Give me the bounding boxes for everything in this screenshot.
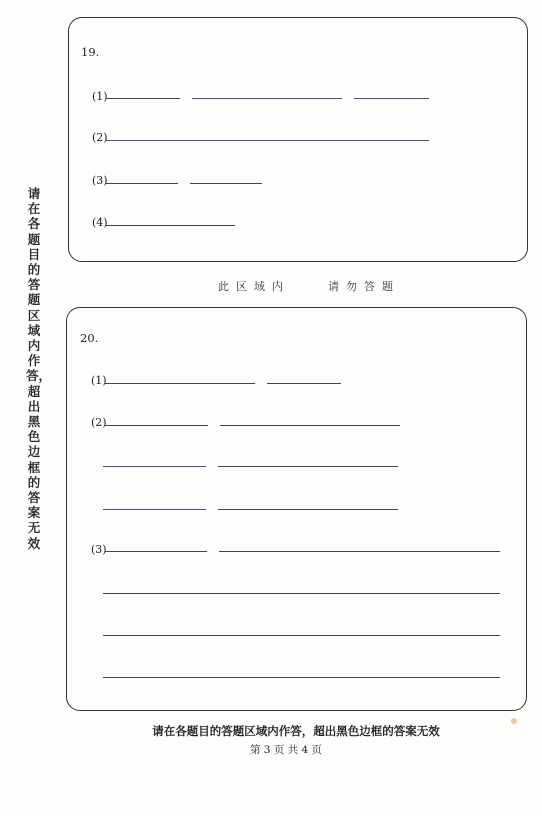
q20-part-3-blank-1a[interactable] <box>105 551 207 552</box>
page-number: 第 3 页 共 4 页 <box>249 744 323 756</box>
q19-part-2-blank[interactable] <box>106 140 429 141</box>
no-answer-left-text: 此区域内 <box>218 280 290 293</box>
q19-part-2-label: (2) <box>92 131 108 144</box>
q20-part-2-blank-2a[interactable] <box>103 466 206 467</box>
question-20-number: 20. <box>80 331 99 345</box>
q19-part-4-blank[interactable] <box>106 225 235 226</box>
q19-part-1-label: (1) <box>92 90 108 103</box>
q20-part-2-blank-1b[interactable] <box>220 425 400 426</box>
scan-spot <box>511 718 517 724</box>
q20-part-3-blank-2[interactable] <box>103 593 500 594</box>
q20-part-2-label: (2) <box>91 416 107 429</box>
q20-part-3-blank-1b[interactable] <box>219 551 500 552</box>
q20-part-2-blank-1a[interactable] <box>105 425 208 426</box>
q20-part-1-label: (1) <box>91 374 107 387</box>
q20-part-3-label: (3) <box>91 543 107 556</box>
no-answer-right-text: 请勿答题 <box>328 280 400 293</box>
q20-part-2-blank-2b[interactable] <box>218 466 398 467</box>
q19-part-1-blank-c[interactable] <box>354 98 429 99</box>
footer-warning-note: 请在各题目的答题区域内作答，超出黑色边框的答案无效 <box>152 724 440 738</box>
question-19-number: 19. <box>81 45 100 59</box>
q20-part-1-blank-b[interactable] <box>267 383 341 384</box>
q20-part-3-blank-3[interactable] <box>103 635 500 636</box>
side-warning-note: 请在各题目的答题区域内作答，超出黑色边框的答案无效 <box>26 186 52 551</box>
q19-part-3-label: (3) <box>92 174 108 187</box>
q19-part-1-blank-b[interactable] <box>192 98 342 99</box>
q19-part-4-label: (4) <box>92 216 108 229</box>
q19-part-1-blank-a[interactable] <box>106 98 180 99</box>
q20-part-2-blank-3b[interactable] <box>218 509 398 510</box>
q19-part-3-blank-b[interactable] <box>190 183 262 184</box>
q20-part-1-blank-a[interactable] <box>105 383 255 384</box>
q20-part-2-blank-3a[interactable] <box>103 509 206 510</box>
q20-part-3-blank-4[interactable] <box>103 677 500 678</box>
q19-part-3-blank-a[interactable] <box>106 183 178 184</box>
